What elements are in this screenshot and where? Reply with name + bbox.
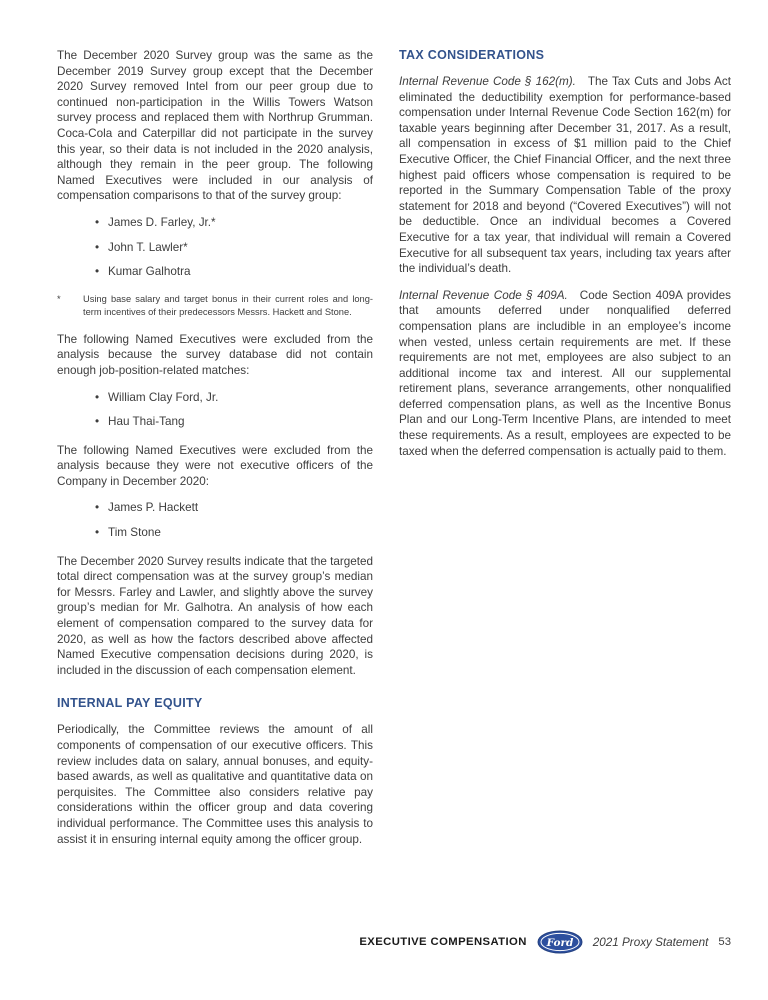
executive-name: John T. Lawler* bbox=[108, 240, 188, 254]
executive-name: James D. Farley, Jr.* bbox=[108, 215, 216, 229]
heading-tax-considerations: TAX CONSIDERATIONS bbox=[399, 48, 545, 62]
bullet-icon: • bbox=[95, 265, 100, 279]
paragraph-internal-pay-equity: Periodically, the Committee reviews the amount of all components of compensation of our executive officers. This review includes data on salary, annual bonuses, and equity-based awards, as well as qualitative and quantitative data on perquisites. The Committee also considers relative pay considerations within the officer group and data covering individual performance. The Committee uses this analysis to assist it in ensuring internal equity among the officer group. bbox=[57, 723, 373, 846]
bullet-icon: • bbox=[95, 501, 100, 515]
footer-page-number: 53 bbox=[718, 936, 731, 948]
executive-name: James P. Hackett bbox=[108, 501, 199, 515]
bullet-icon: • bbox=[95, 390, 100, 404]
list-item bbox=[95, 500, 373, 516]
list-item bbox=[95, 215, 373, 231]
bullet-icon: • bbox=[95, 415, 100, 429]
section-409a-lead: Internal Revenue Code § 409A. bbox=[399, 288, 568, 302]
executive-name: William Clay Ford, Jr. bbox=[108, 390, 219, 404]
executive-name: Hau Thai-Tang bbox=[108, 415, 185, 429]
ford-logo-icon bbox=[537, 930, 583, 954]
paragraph-section-409a bbox=[399, 288, 731, 460]
list-item bbox=[95, 414, 373, 430]
section-409a-text: Code Section 409A provides that amounts deferred under nonqualified deferred compensation plans are includible in an employee’s income when vested, unless certain requirements are met. If these requirements are not met, employees are also subject to an additional income tax and interest. All our supplemental retirement plans, severance arrangements, other nonqualified deferred compensation plans, as well as the Incentive Bonus Plan and our Long-Term Incentive Plans, are intended to meet these requirements. As a result, employees are expected to be taxed when the deferred compensation is actually paid to them. bbox=[399, 288, 731, 458]
excluded-officers-bullet-list bbox=[57, 500, 373, 540]
footer-section-label: EXECUTIVE COMPENSATION bbox=[359, 936, 527, 948]
bullet-icon: • bbox=[95, 215, 100, 229]
executive-name: Tim Stone bbox=[108, 526, 161, 540]
paragraph-survey-group: The December 2020 Survey group was the same as the December 2019 Survey group except that the December 2020 Survey removed Intel from our peer group due to continued non-participation in the Willis Towers Watson survey process and replaced them with Northrup Grumman. Coca-Cola and Caterpillar did not participate in the survey this year, so their data is not included in the 2020 analysis, although they remain in the peer group. The following Named Executives were included in our analysis of compensation comparisons to that of the survey group: bbox=[57, 49, 373, 203]
paragraph-excluded-officers: The following Named Executives were excluded from the analysis because they were not executive officers of the Company in December 2020: bbox=[57, 443, 373, 488]
bullet-icon: • bbox=[95, 526, 100, 540]
footnote bbox=[57, 293, 373, 319]
section-162m-lead: Internal Revenue Code § 162(m). bbox=[399, 75, 576, 88]
paragraph-survey-results: The December 2020 Survey results indicate that the targeted total direct compensation was at the survey group’s median for Messrs. Farley and Lawler, and slightly above the survey group’s median for Mr. Galhotra. An analysis of how each element of compensation compared to the survey data for 2020, as well as how the factors described above affected Named Executive compensation decisions during 2020, is included in the discussion of each compensation element. bbox=[57, 554, 373, 677]
bullet-icon: • bbox=[95, 240, 100, 254]
page-footer bbox=[57, 930, 731, 954]
list-item bbox=[95, 264, 373, 280]
list-item bbox=[95, 240, 373, 256]
footnote-text: Using base salary and target bonus in their current roles and long-term incentives of their predecessors Messrs. Hackett and Stone. bbox=[83, 293, 373, 317]
footnote-marker: * bbox=[57, 293, 61, 304]
list-item bbox=[95, 390, 373, 406]
list-item bbox=[95, 525, 373, 541]
two-column-layout bbox=[57, 48, 731, 858]
survey-group-bullet-list bbox=[57, 215, 373, 280]
paragraph-section-162m bbox=[399, 74, 731, 277]
footer-proxy-statement: 2021 Proxy Statement bbox=[592, 935, 709, 949]
left-column bbox=[57, 48, 373, 858]
paragraph-excluded-matches: The following Named Executives were excluded from the analysis because the survey database did not contain enough job-position-related matches: bbox=[57, 332, 373, 377]
section-162m-text: The Tax Cuts and Jobs Act eliminated the deductibility exemption for performance-based compensation under Internal Revenue Code Section 162(m) for taxable years beginning after December 31, 2017. As a result, all compensation in excess of $1 million paid to the Chief Executive Officer, the Chief Financial Officer, and the next three highest paid officers whose compensation is required to be reported in the Summary Compensation Table of the proxy statement for 2018 and beyond (“Covered Executives”) will not be deductible. Once an individual becomes a Covered Executive for a tax year, that individual will remain a Covered Executive for all subsequent tax years, including tax years after the individual’s death. bbox=[399, 75, 732, 276]
ford-logo-text: Ford bbox=[546, 936, 574, 949]
right-column bbox=[399, 48, 731, 858]
excluded-matches-bullet-list bbox=[57, 390, 373, 430]
heading-internal-pay-equity: INTERNAL PAY EQUITY bbox=[57, 696, 203, 711]
executive-name: Kumar Galhotra bbox=[108, 265, 191, 279]
